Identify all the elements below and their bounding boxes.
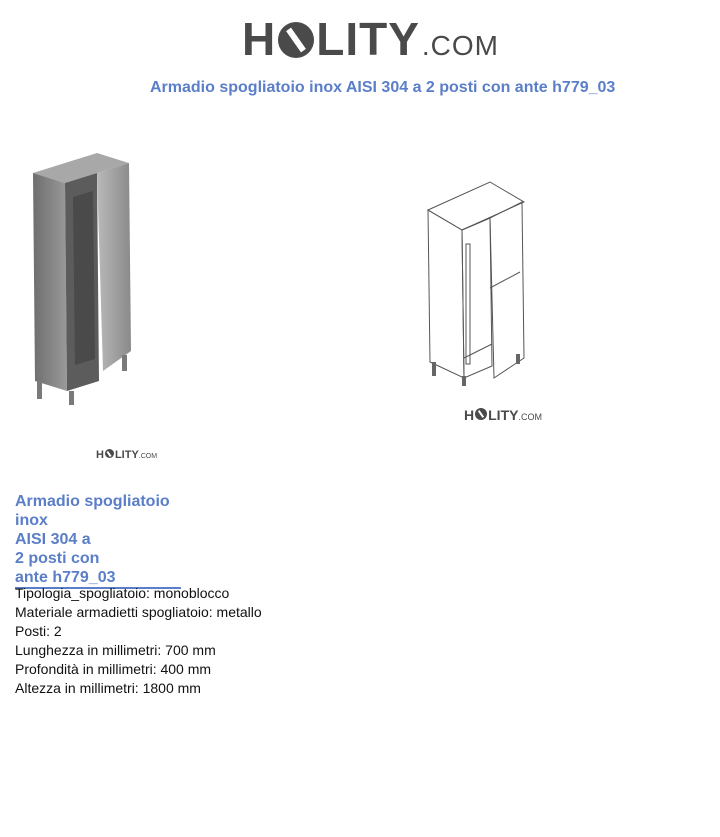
spec-type: Tipologia_spogliatoio: monoblocco (15, 585, 230, 601)
product-drawing (420, 178, 528, 388)
logo-letter-h: H (242, 13, 277, 65)
spec-depth: Profondità in millimetri: 400 mm (15, 661, 212, 677)
holity-logo[interactable] (242, 12, 499, 66)
logo-letters: LITY (316, 13, 420, 65)
holity-watermark-2: H LITY .COM (464, 407, 542, 423)
spec-height: Altezza in millimetri: 1800 mm (15, 680, 201, 696)
logo-o-icon (475, 408, 487, 420)
product-name-link[interactable] (15, 492, 181, 589)
product-name-line: Armadio spogliatoio inox (15, 493, 170, 529)
spec-places: Posti: 2 (15, 623, 62, 639)
logo-o-icon (278, 22, 314, 58)
spec-material: Materiale armadietti spogliatoio: metallo (15, 604, 262, 620)
logo-domain: .COM (421, 30, 500, 61)
product-specs (15, 584, 262, 698)
product-name-line: AISI 304 a (15, 531, 91, 548)
product-photo (25, 145, 140, 407)
page-title: Armadio spogliatoio inox AISI 304 a 2 posti con ante h779_03 (150, 79, 616, 96)
holity-watermark: H LITY .COM (96, 449, 158, 461)
spec-length: Lunghezza in millimetri: 700 mm (15, 642, 216, 658)
product-name-line: 2 posti con (15, 550, 100, 567)
product-name-line: ante h779_03 (15, 569, 116, 586)
logo-o-icon (105, 449, 114, 458)
